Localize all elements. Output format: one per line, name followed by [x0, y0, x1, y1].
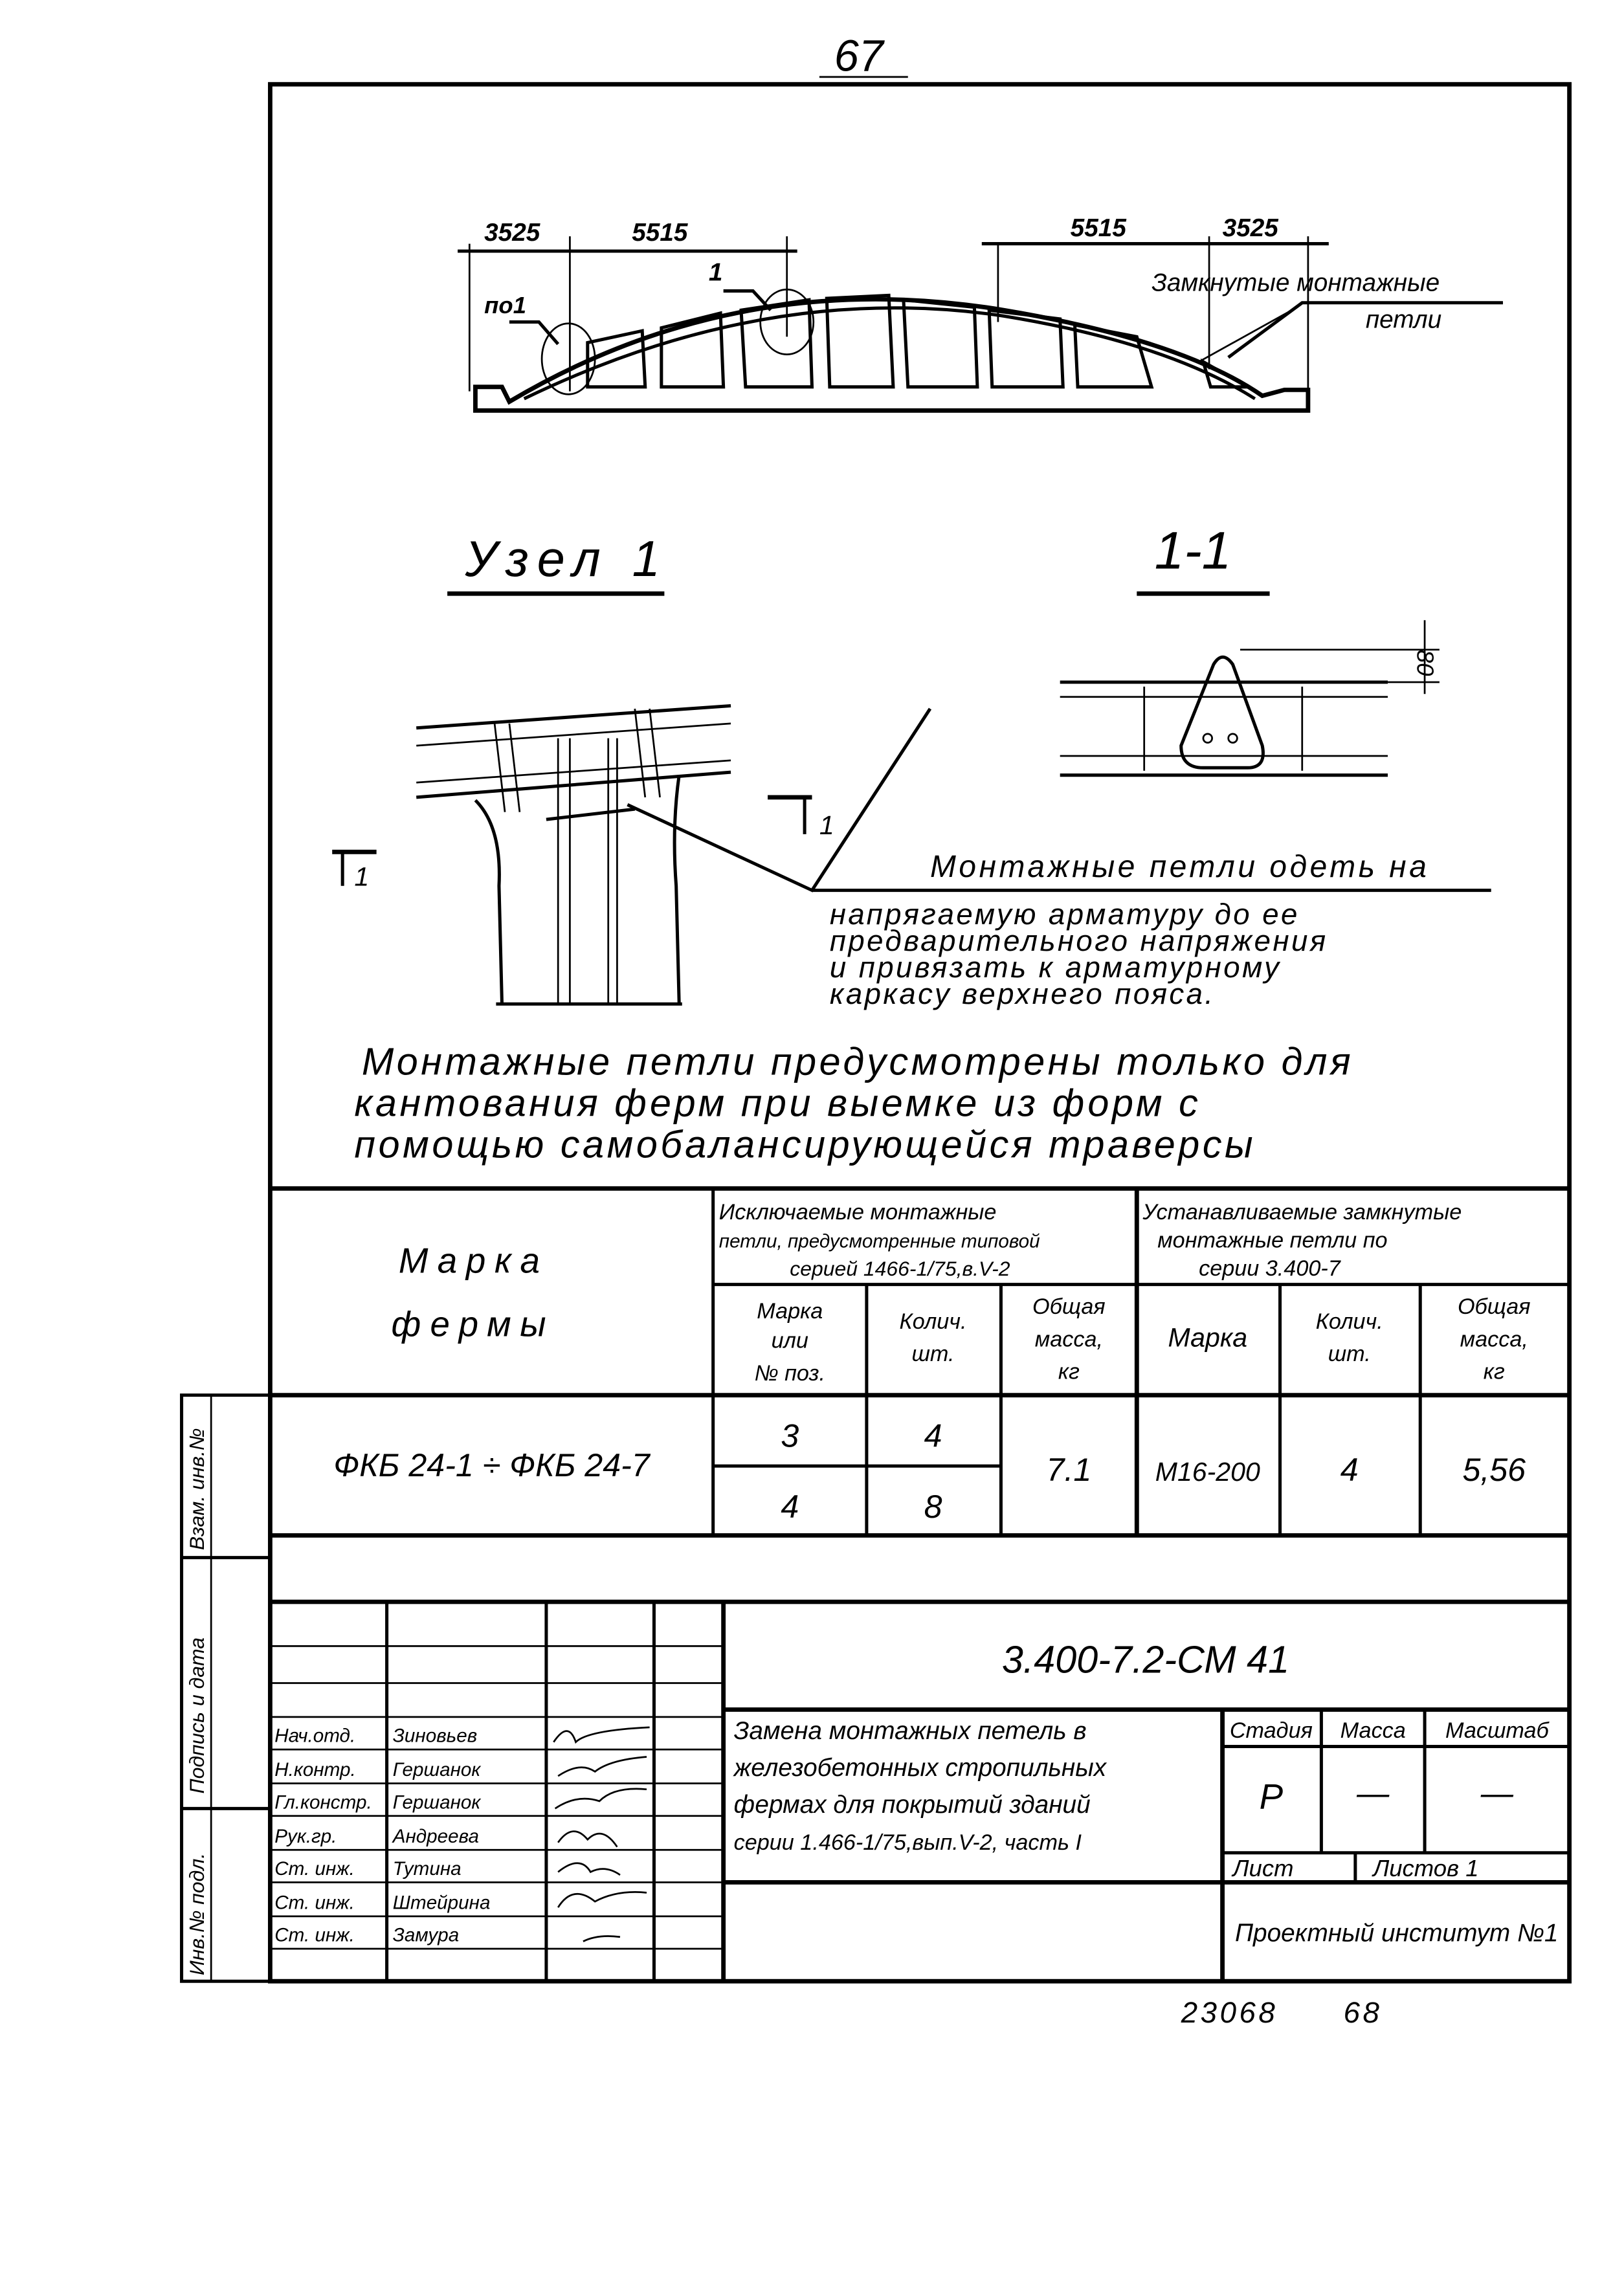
subheader: Общая: [1457, 1294, 1531, 1320]
description-line: фермах для покрытий зданий: [733, 1791, 1091, 1819]
node-ref-label: 1: [708, 258, 723, 287]
main-note-line: Монтажные петли предусмотрены только для: [361, 1039, 1354, 1083]
install-note-line: Монтажные петли одеть на: [929, 850, 1430, 885]
group-header-installed: монтажные петли по: [1157, 1228, 1388, 1253]
cell-quantity: 8: [924, 1488, 942, 1525]
group-header-installed: Устанавливаемые замкнутые: [1142, 1200, 1462, 1225]
staff-name: Гершанок: [392, 1791, 481, 1813]
section-cut-label-right: 1: [819, 810, 834, 840]
sheets-label: Листов 1: [1373, 1855, 1479, 1882]
subheader: кг: [1058, 1359, 1080, 1384]
staff-name: Андреева: [392, 1825, 479, 1847]
footer-number: 23068: [1181, 1996, 1278, 2030]
cell-position: 4: [781, 1488, 799, 1525]
document-code: 3.400-7.2-СМ 41: [1001, 1637, 1290, 1681]
side-label: Взам. инв.№: [184, 1428, 208, 1551]
subheader: № поз.: [754, 1360, 825, 1386]
subheader: кг: [1483, 1359, 1505, 1384]
side-label: Подпись и дата: [184, 1637, 208, 1794]
side-label: Инв.№ подл.: [184, 1852, 208, 1976]
dim-1: 3525: [484, 219, 540, 247]
main-note-line: помощью самобалансирующейся траверсы: [354, 1122, 1256, 1166]
subheader: шт.: [1328, 1342, 1371, 1367]
staff-role: Ст. инж.: [274, 1924, 355, 1946]
description-line: Замена монтажных петель в: [733, 1717, 1087, 1746]
cell-installed-qty: 4: [1340, 1451, 1359, 1488]
staff-name: Зиновьев: [392, 1725, 478, 1747]
col-header-mark: фермы: [391, 1303, 555, 1344]
col-header-mark: Марка: [398, 1240, 549, 1281]
install-note-line: каркасу верхнего пояса.: [829, 977, 1216, 1011]
signatures: [553, 1727, 649, 1942]
cell-installed-mark: М16-200: [1155, 1456, 1260, 1487]
subheader: Колич.: [1315, 1309, 1383, 1335]
sheet-label: Лист: [1232, 1855, 1294, 1882]
page-number: 67: [834, 31, 884, 81]
scale-value: —: [1480, 1775, 1513, 1812]
cell-installed-mass: 5,56: [1462, 1451, 1526, 1488]
group-header-excluded: петли, предусмотренные типовой: [718, 1230, 1040, 1252]
footer-number: 68: [1343, 1996, 1383, 2030]
main-note: [354, 1040, 1353, 1166]
main-note-line: кантования ферм при выемке из форм с: [354, 1081, 1201, 1125]
subheader: или: [771, 1328, 808, 1353]
mass-label: Масса: [1340, 1718, 1406, 1743]
stage-value: Р: [1259, 1776, 1284, 1817]
staff-role: Гл.констр.: [274, 1791, 372, 1813]
install-note-line: предварительного напряжения: [829, 924, 1328, 958]
staff-role: Ст. инж.: [274, 1892, 355, 1914]
subheader: масса,: [1460, 1327, 1528, 1352]
staff-name: Штейрина: [392, 1892, 491, 1914]
section-cut-label-left: 1: [354, 861, 370, 892]
section-title: 1-1: [1154, 521, 1232, 581]
sheet-frame: [270, 84, 1569, 1981]
subheader: масса,: [1034, 1327, 1103, 1352]
subheader: шт.: [911, 1342, 955, 1367]
cell-position: 3: [781, 1417, 799, 1454]
subheader: Колич.: [899, 1309, 967, 1335]
install-note-line: и привязать к арматурному: [829, 951, 1282, 984]
group-header-excluded: Исключаемые монтажные: [718, 1200, 997, 1225]
description-line: железобетонных стропильных: [733, 1754, 1107, 1782]
staff-role: Н.контр.: [274, 1759, 356, 1781]
staff-role: Нач.отд.: [274, 1725, 356, 1747]
mass-value: —: [1357, 1775, 1390, 1812]
group-header-installed: серии 3.400-7: [1199, 1256, 1340, 1281]
staff-name: Замура: [392, 1924, 460, 1946]
organization: Проектный институт №1: [1234, 1919, 1559, 1947]
description-line: серии 1.466-1/75,вып.V-2, часть I: [733, 1830, 1082, 1856]
install-note-line: напрягаемую арматуру до ее: [829, 898, 1300, 931]
replacement-table: [270, 1188, 1569, 1535]
install-note: [812, 850, 1491, 1010]
truss-elevation: [458, 214, 1503, 410]
staff-role: Рук.гр.: [274, 1825, 337, 1847]
cell-quantity: 4: [924, 1417, 942, 1454]
dim-3: 5515: [1070, 214, 1126, 243]
dim-4: 3525: [1222, 214, 1278, 243]
scale-label: Масштаб: [1445, 1718, 1549, 1743]
side-strip: [182, 1395, 271, 1982]
dim-2: 5515: [632, 219, 688, 247]
section-dim: 80: [1412, 649, 1439, 676]
callout-line-1: Замкнутые монтажные: [1151, 269, 1440, 297]
staff-role: Ст. инж.: [274, 1857, 355, 1879]
title-block: [270, 1602, 1569, 1981]
node-title: Узел 1: [465, 531, 669, 587]
staff-name: Гершанок: [392, 1759, 481, 1781]
section-detail: [1060, 620, 1440, 775]
stage-label: Стадия: [1229, 1718, 1313, 1743]
pos-label: по1: [484, 291, 527, 318]
group-header-excluded: серией 1466-1/75,в.V-2: [790, 1256, 1010, 1280]
subheader: Марка: [757, 1299, 823, 1324]
cell-truss-mark: ФКБ 24-1 ÷ ФКБ 24-7: [333, 1447, 650, 1484]
cell-excluded-mass: 7.1: [1046, 1451, 1092, 1488]
subheader: Общая: [1032, 1294, 1106, 1320]
callout-line-2: петли: [1365, 305, 1442, 334]
subheader: Марка: [1168, 1322, 1248, 1353]
staff-name: Тутина: [392, 1857, 462, 1879]
